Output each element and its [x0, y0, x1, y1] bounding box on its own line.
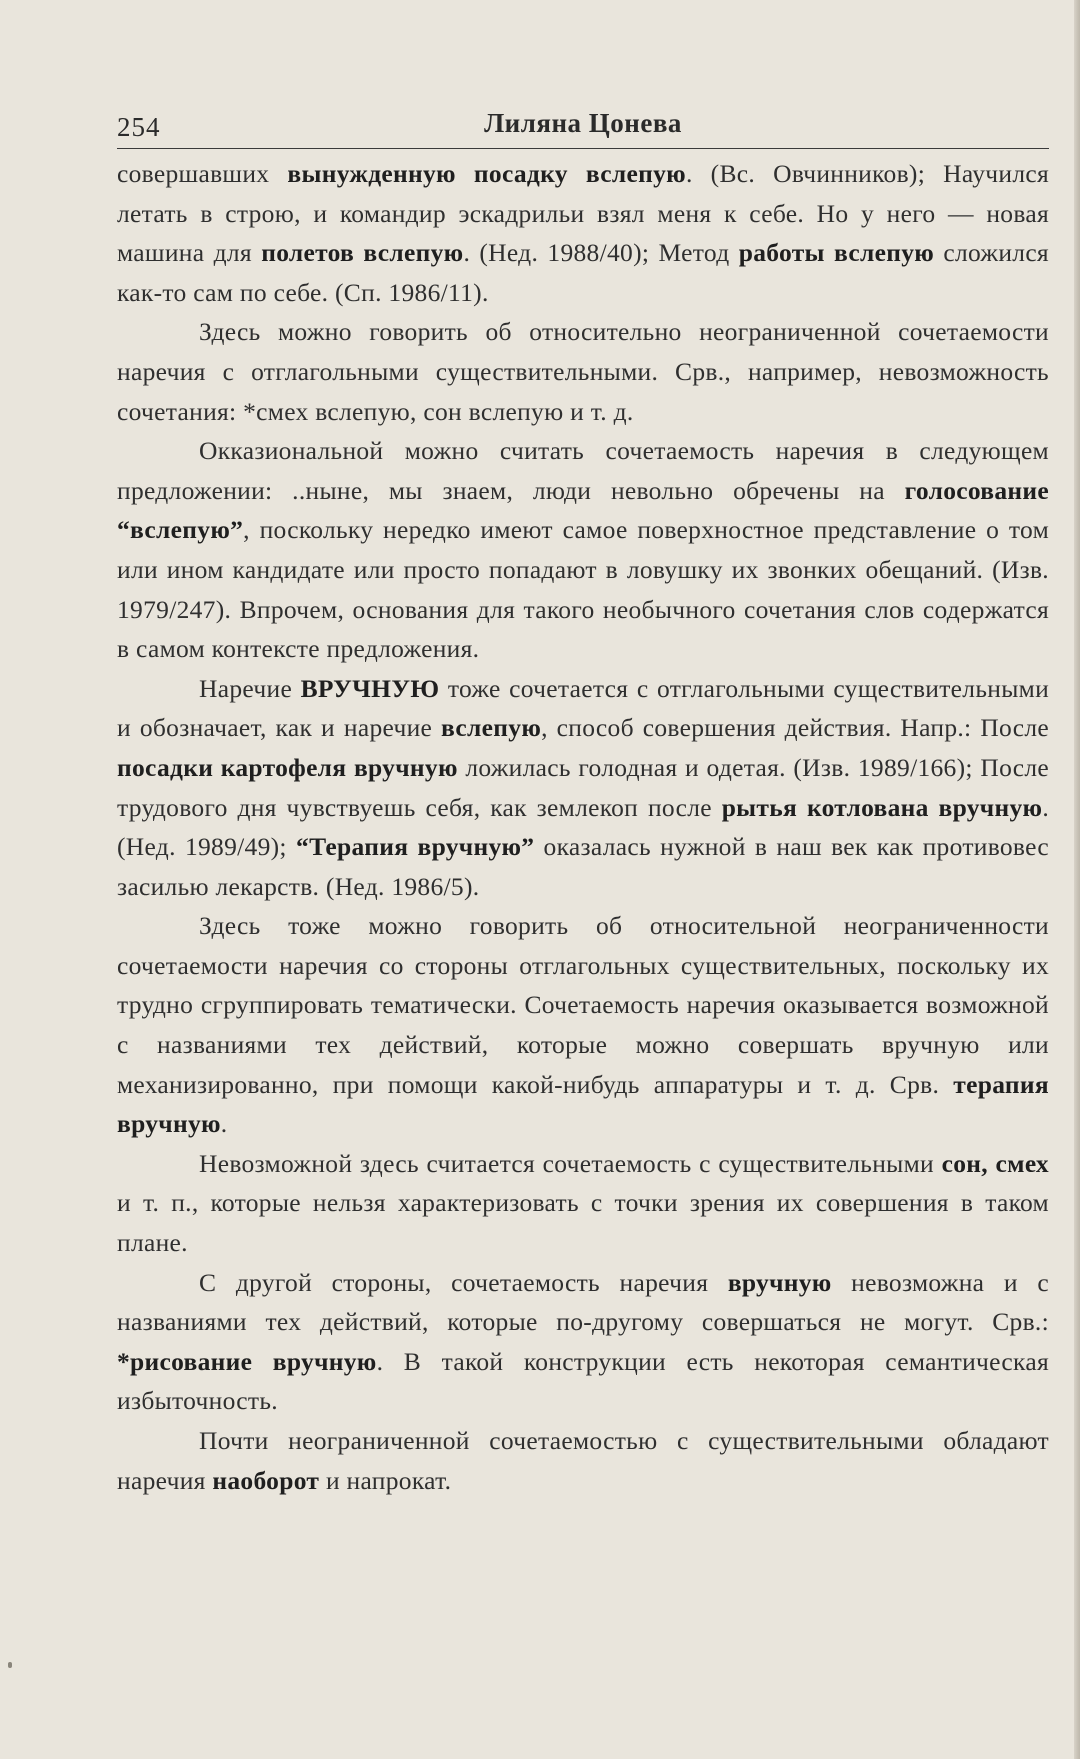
text-run: Окказиональной можно считать сочетаемость наречия в следующем предложении: ..ныне, мы знаем, люди невольно обречены на — [117, 436, 1049, 505]
page-edge — [1074, 0, 1080, 1759]
text-run: Здесь можно говорить об относительно неограниченной сочетаемости наречия с отглагольными существительными. Срв., например, невозможность сочетания: *смех вслепую, сон вслепую и т. д. — [117, 317, 1049, 426]
bold-phrase: сон, смех — [941, 1148, 1049, 1178]
text-run: . (Нед. 1989/49); — [117, 792, 1049, 862]
bold-phrase: ВРУЧНУЮ — [300, 673, 440, 703]
bold-phrase: терапия вручную — [117, 1069, 1049, 1139]
paragraph — [117, 1421, 1049, 1500]
paragraph — [117, 1263, 1049, 1421]
text-run: невозможна и с названиями тех действий, которые по-другому совершаться не могут. Срв.: — [117, 1267, 1049, 1337]
bold-phrase: полетов вслепую — [261, 238, 464, 268]
page-number: 254 — [117, 112, 161, 142]
bold-phrase: посадки картофеля вручную — [117, 752, 458, 782]
paragraph — [117, 1144, 1049, 1263]
text-run: Невозможной здесь считается сочетаемость с существительными — [199, 1148, 942, 1178]
bold-phrase: вслепую — [441, 713, 542, 743]
text-run: и напрокат. — [319, 1465, 452, 1495]
text-run: . (Нед. 1988/40); Метод — [463, 238, 739, 268]
text-run: Почти неограниченной сочетаемостью с существительными обладают наречия — [117, 1426, 1049, 1495]
paragraph — [117, 431, 1049, 669]
text-run: Наречие — [199, 673, 301, 703]
paragraph — [117, 906, 1049, 1144]
text-run: Здесь тоже можно говорить об относительной неограниченности сочетаемости наречия со стороны отглагольных существительных, поскольку их трудно сгруппировать тематически. Сочетаемость наречия оказывается возможной с названиями тех действий, которые можно совершать вручную или механизированно, при помощи какой-нибудь аппаратуры и т. д. Срв. — [117, 911, 1049, 1099]
text-run: , поскольку нередко имеют самое поверхностное представление о том или ином кандидате или просто попадают в ловушку их звонких обещаний. (Изв. 1979/247). Впрочем, основания для такого необычного сочетания слов содержатся в самом контексте предложения. — [117, 515, 1049, 664]
body-text — [117, 154, 1049, 1500]
bold-phrase: “Терапия вручную” — [296, 832, 535, 862]
page-header — [117, 108, 1049, 149]
text-run: С другой стороны, сочетаемость наречия — [199, 1267, 728, 1297]
text-run: ложилась голодная и одетая. (Изв. 1989/166); После трудового дня чувствуешь себя, как землекоп после — [117, 752, 1050, 822]
text-run: . В такой конструкции есть некоторая семантическая избыточность. — [117, 1346, 1050, 1416]
bold-phrase: вручную — [727, 1267, 832, 1297]
print-speck — [8, 1662, 12, 1668]
text-run: , способ совершения действия. Напр.: После — [541, 713, 1049, 743]
paragraph — [117, 669, 1049, 907]
text-run: и т. п., которые нельзя характеризовать с точки зрения их совершения в таком плане. — [117, 1188, 1049, 1258]
text-run: оказалась нужной в наш век как противовес засилью лекарств. (Нед. 1986/5). — [117, 832, 1049, 901]
bold-phrase: работы вслепую — [738, 238, 935, 268]
bold-phrase: *рисование вручную — [117, 1346, 377, 1376]
bold-phrase: рытья котлована вручную — [721, 792, 1043, 822]
text-run: тоже сочетается с отглагольными существительными и обозначает, как и наречие — [117, 673, 1050, 743]
paragraph — [117, 154, 1049, 312]
bold-phrase: голосование “вслепую” — [117, 475, 1049, 545]
bold-phrase: вынужденную посадку вслепую — [287, 159, 686, 188]
text-run: сложился как-то сам по себе. (Сп. 1986/11). — [117, 238, 1049, 307]
text-run: . — [220, 1109, 228, 1139]
bold-phrase: наоборот — [212, 1465, 320, 1495]
paragraph — [117, 312, 1049, 431]
text-run: совершавших — [117, 159, 288, 188]
running-title: Лиляна Цонева — [484, 108, 682, 138]
text-run: . (Вс. Овчинников); Научился летать в строю, и командир эскадрильи взял меня к себе. Но у него — новая машина для — [117, 159, 1049, 268]
